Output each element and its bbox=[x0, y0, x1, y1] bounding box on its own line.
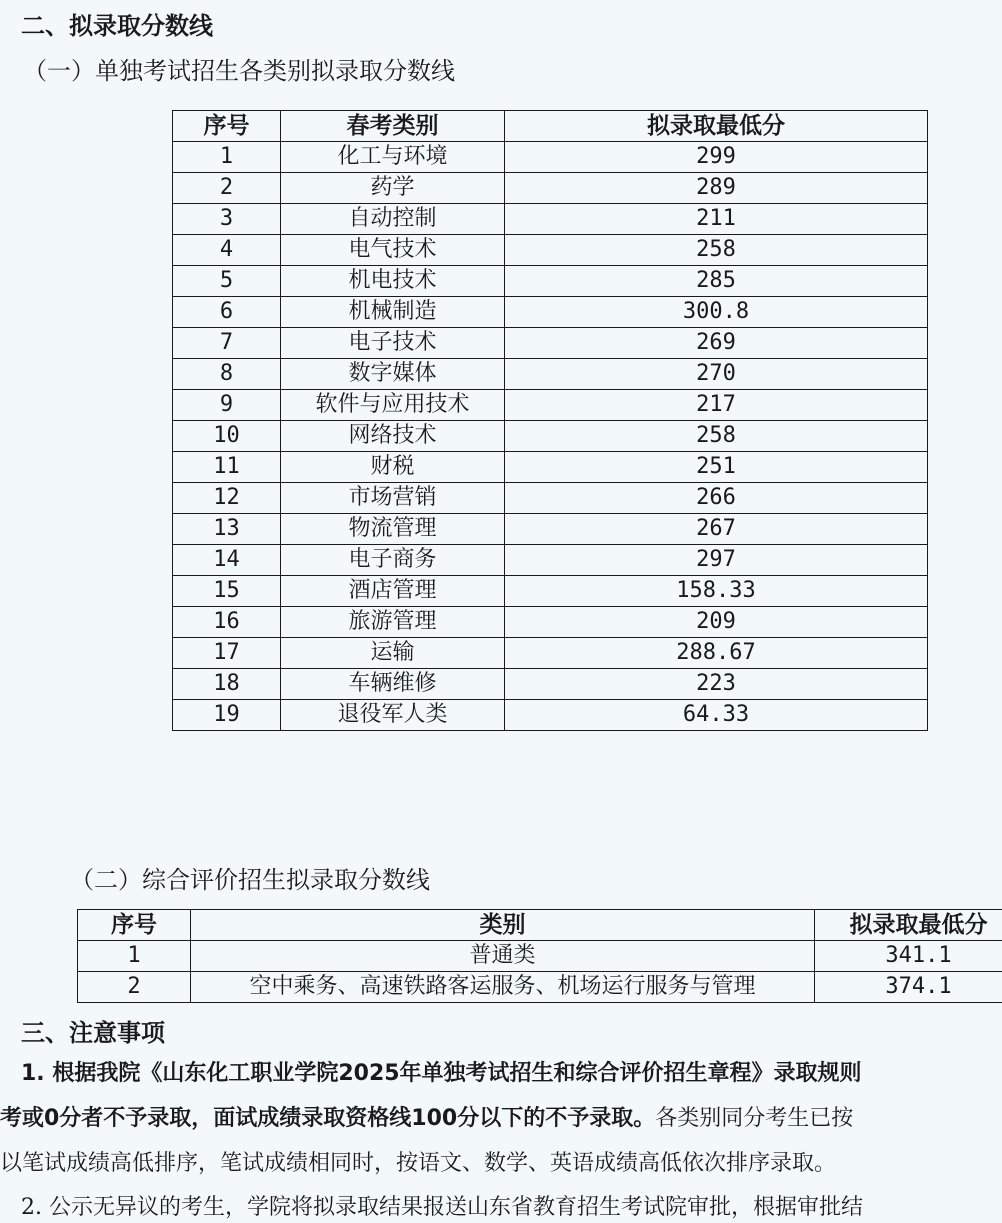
row-number: 6 bbox=[173, 297, 281, 328]
section-heading-admission-scores: 二、拟录取分数线 bbox=[21, 6, 213, 41]
row-min-score: 209 bbox=[505, 607, 928, 638]
table-row bbox=[173, 328, 928, 359]
section-heading-notes: 三、注意事项 bbox=[21, 1013, 165, 1048]
table-row bbox=[173, 235, 928, 266]
row-number: 11 bbox=[173, 452, 281, 483]
row-category: 机电技术 bbox=[281, 266, 505, 297]
comprehensive-eval-score-table bbox=[77, 909, 1002, 1003]
row-category: 空中乘务、高速铁路客运服务、机场运行服务与管理 bbox=[191, 972, 815, 1003]
row-min-score: 64.33 bbox=[505, 700, 928, 731]
table-header-row bbox=[173, 111, 928, 142]
row-number: 7 bbox=[173, 328, 281, 359]
notes-bold-text: 考或0分者不予录取，面试成绩录取资格线100分以下的不予录取。 bbox=[0, 1106, 655, 1131]
row-number: 17 bbox=[173, 638, 281, 669]
row-category: 机械制造 bbox=[281, 297, 505, 328]
table-row bbox=[78, 941, 1002, 972]
row-number: 14 bbox=[173, 545, 281, 576]
row-min-score: 341.1 bbox=[815, 941, 1002, 972]
table-row bbox=[173, 545, 928, 576]
row-min-score: 158.33 bbox=[505, 576, 928, 607]
row-number: 15 bbox=[173, 576, 281, 607]
table-header-row bbox=[78, 910, 1002, 941]
row-number: 5 bbox=[173, 266, 281, 297]
table-row bbox=[173, 173, 928, 204]
row-number: 8 bbox=[173, 359, 281, 390]
table-row bbox=[173, 638, 928, 669]
notes-paragraph-2-line-1: 2. 公示无异议的考生，学院将拟录取结果报送山东省教育招生考试院审批，根据审批结 bbox=[21, 1193, 863, 1223]
column-header-no: 序号 bbox=[173, 111, 281, 142]
row-category: 退役军人类 bbox=[281, 700, 505, 731]
row-number: 2 bbox=[78, 972, 191, 1003]
row-min-score: 223 bbox=[505, 669, 928, 700]
row-min-score: 258 bbox=[505, 235, 928, 266]
row-category: 普通类 bbox=[191, 941, 815, 972]
subheading-comprehensive-eval: （二）综合评价招生拟录取分数线 bbox=[70, 860, 430, 895]
row-min-score: 267 bbox=[505, 514, 928, 545]
row-number: 1 bbox=[78, 941, 191, 972]
row-min-score: 288.67 bbox=[505, 638, 928, 669]
table-row bbox=[173, 607, 928, 638]
column-header-min-score: 拟录取最低分 bbox=[505, 111, 928, 142]
table-row bbox=[173, 576, 928, 607]
table-row bbox=[173, 266, 928, 297]
column-header-category: 类别 bbox=[191, 910, 815, 941]
table-row bbox=[173, 204, 928, 235]
table-row bbox=[173, 297, 928, 328]
row-min-score: 258 bbox=[505, 421, 928, 452]
row-category: 电子商务 bbox=[281, 545, 505, 576]
table-row bbox=[173, 669, 928, 700]
row-category: 电子技术 bbox=[281, 328, 505, 359]
row-min-score: 269 bbox=[505, 328, 928, 359]
table-row bbox=[78, 972, 1002, 1003]
row-category: 旅游管理 bbox=[281, 607, 505, 638]
row-category: 财税 bbox=[281, 452, 505, 483]
row-min-score: 300.8 bbox=[505, 297, 928, 328]
row-category: 市场营销 bbox=[281, 483, 505, 514]
row-category: 数字媒体 bbox=[281, 359, 505, 390]
row-category: 电气技术 bbox=[281, 235, 505, 266]
row-min-score: 266 bbox=[505, 483, 928, 514]
table-row bbox=[173, 390, 928, 421]
row-min-score: 211 bbox=[505, 204, 928, 235]
row-number: 2 bbox=[173, 173, 281, 204]
row-min-score: 374.1 bbox=[815, 972, 1002, 1003]
notes-regular-text: 各类别同分考生已按 bbox=[655, 1106, 853, 1131]
row-number: 12 bbox=[173, 483, 281, 514]
notes-paragraph-1-line-3: 以笔试成绩高低排序，笔试成绩相同时，按语文、数学、英语成绩高低依次排序录取。 bbox=[0, 1149, 836, 1179]
row-min-score: 217 bbox=[505, 390, 928, 421]
notes-paragraph-1-line-2 bbox=[0, 1104, 853, 1134]
row-number: 9 bbox=[173, 390, 281, 421]
row-min-score: 270 bbox=[505, 359, 928, 390]
row-min-score: 285 bbox=[505, 266, 928, 297]
row-min-score: 289 bbox=[505, 173, 928, 204]
single-exam-score-table bbox=[172, 110, 928, 731]
table-row bbox=[173, 142, 928, 173]
table-row bbox=[173, 452, 928, 483]
notes-paragraph-1-line-1: 1. 根据我院《山东化工职业学院2025年单独考试招生和综合评价招生章程》录取规则 bbox=[21, 1059, 862, 1089]
row-number: 4 bbox=[173, 235, 281, 266]
column-header-min-score: 拟录取最低分 bbox=[815, 910, 1002, 941]
table-row bbox=[173, 514, 928, 545]
row-min-score: 251 bbox=[505, 452, 928, 483]
row-number: 3 bbox=[173, 204, 281, 235]
table-row bbox=[173, 483, 928, 514]
row-number: 19 bbox=[173, 700, 281, 731]
row-category: 化工与环境 bbox=[281, 142, 505, 173]
row-number: 13 bbox=[173, 514, 281, 545]
row-category: 酒店管理 bbox=[281, 576, 505, 607]
table-row bbox=[173, 421, 928, 452]
column-header-category: 春考类别 bbox=[281, 111, 505, 142]
row-category: 软件与应用技术 bbox=[281, 390, 505, 421]
row-number: 18 bbox=[173, 669, 281, 700]
column-header-no: 序号 bbox=[78, 910, 191, 941]
row-number: 16 bbox=[173, 607, 281, 638]
row-category: 物流管理 bbox=[281, 514, 505, 545]
row-category: 网络技术 bbox=[281, 421, 505, 452]
subheading-single-exam: （一）单独考试招生各类别拟录取分数线 bbox=[23, 51, 455, 86]
row-number: 10 bbox=[173, 421, 281, 452]
row-category: 药学 bbox=[281, 173, 505, 204]
row-category: 车辆维修 bbox=[281, 669, 505, 700]
row-category: 自动控制 bbox=[281, 204, 505, 235]
row-min-score: 299 bbox=[505, 142, 928, 173]
row-category: 运输 bbox=[281, 638, 505, 669]
row-number: 1 bbox=[173, 142, 281, 173]
table-row bbox=[173, 700, 928, 731]
table-row bbox=[173, 359, 928, 390]
row-min-score: 297 bbox=[505, 545, 928, 576]
